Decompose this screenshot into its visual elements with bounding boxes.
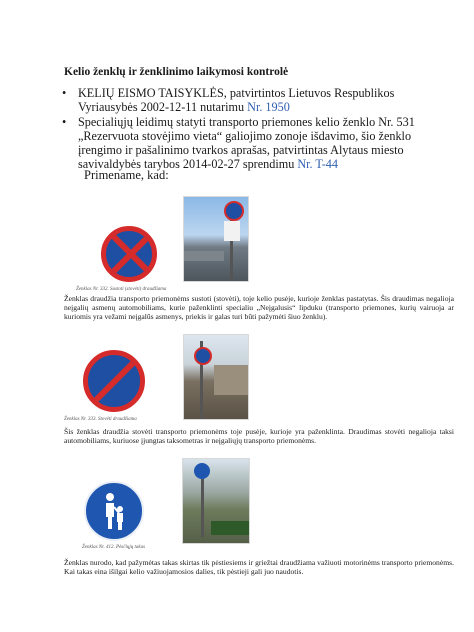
sign-caption: Ženklas Nr. 332. Sustoti (stovėti) draudžiama	[76, 287, 167, 292]
sign-description: Ženklas nurodo, kad pažymėtas takas skirtas tik pėstiesiems ir griežtai draudžiama važiuoti motorinėms transporto priemonėms. Kai takas eina išilgai kelio važiuojamosios dalies, tik pėstieji gali juo naudotis.	[64, 558, 454, 576]
street-photo	[182, 458, 250, 544]
bullet-icon: •	[62, 86, 67, 100]
reminder-heading: Primename, kad:	[84, 168, 169, 182]
sign-description: Ženklas draudžia transporto priemonėms sustoti (stovėti), toje kelio pusėje, kurioje ženklas pastatytas. Šis draudimas negalioja neįgalių asmenų automobiliams, kurie paženklinti specialiu „Neįgalusis“ lipduku (transporto priemones, kurių vairuoja ar kuriomis yra vežami neįgalūs asmenys, priekis ir galas turi būti pažymėti šiuo ženklu).	[64, 294, 454, 321]
reference-link[interactable]: Nr. 1950	[247, 100, 290, 114]
pedestrian-path-sign-icon	[84, 481, 144, 541]
reference-text: Specialiųjų leidimų statyti transporto priemones kelio ženklo Nr. 531 „Rezervuota stovėjimo vieta“ galiojimo zonoje išdavimo, šio ženklo įrengimo ir pašalinimo tvarkos aprašas, patvirtintas Alytaus miesto savivaldybės tarybos 2014-02-27 sprendimu	[78, 115, 415, 171]
list-item	[60, 115, 456, 171]
no-parking-sign-icon	[83, 350, 145, 412]
list-item	[60, 86, 456, 114]
page-title: Kelio ženklų ir ženklinimo laikymosi kontrolė	[64, 66, 289, 78]
sign-caption: Ženklas Nr. 412. Pėsčiųjų takas	[82, 545, 146, 550]
reference-link[interactable]: Nr. T-44	[297, 157, 338, 171]
street-photo	[183, 196, 249, 282]
no-stopping-sign-icon	[101, 226, 157, 282]
reference-text: KELIŲ EISMO TAISYKLĖS, patvirtintos Lietuvos Respublikos Vyriausybės 2002-12-11 nutarimu	[78, 86, 395, 114]
references-list	[60, 86, 456, 172]
bullet-icon: •	[62, 115, 67, 129]
street-photo	[183, 334, 249, 420]
sign-caption: Ženklas Nr. 333. Stovėti draudžiama	[64, 417, 137, 422]
sign-description: Šis ženklas draudžia stovėti transporto priemonėms toje pusėje, kurioje yra paženklinta. Draudimas stovėti negalioja taksi automobiliams, kuriuose įjungtas taksometras ir neįgaliųjų transporto priemonėms.	[64, 427, 454, 445]
